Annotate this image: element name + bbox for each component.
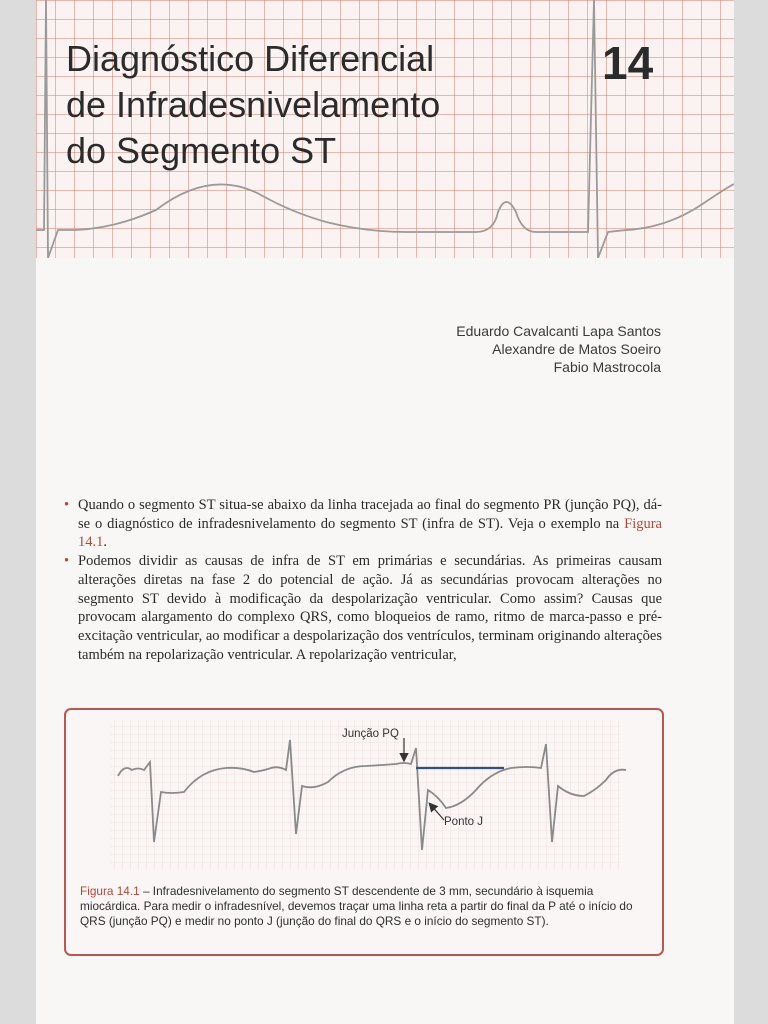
figure-14-1 (64, 708, 664, 956)
figure-caption (80, 884, 648, 929)
paragraph-1-end: . (103, 534, 107, 551)
paragraph-1-text: Quando o segmento ST situa-se abaixo da linha tracejada ao final do segmento PR (junção PQ), dá-se o diagnóstico de infradesnivelamento do segmento ST (infra de ST). Veja o exemplo na (78, 497, 662, 532)
paragraph-2-text: Podemos dividir as causas de infra de ST em primárias e secundárias. As primeiras causam alterações diretas na fase 2 do potencial de ação. Já as secundárias provocam alterações no segmento ST devido à modificação da despolarização ventricular. Como assim? Causas que provocam alargamento do complexo QRS, como bloqueios de ramo, ritmo de marca-passo e pré-excitação ventricular, ao modificar a despolarização dos ventrículos, terminam originando alterações também na repolarização ventricular. A repolarização ventricular, (78, 553, 663, 663)
chapter-number: 14 (602, 37, 654, 89)
bullet-icon: • (64, 553, 70, 570)
title-line-3: do Segmento ST (66, 130, 337, 171)
figure-reference-link[interactable]: Figura 14.1 (78, 515, 662, 551)
paragraph-1 (62, 496, 662, 552)
paragraph-2 (62, 552, 662, 664)
ecg-grid-header (36, 0, 734, 258)
j-point-label: Ponto J (444, 816, 483, 828)
body-text (62, 496, 662, 664)
book-page (36, 0, 734, 1024)
author-1: Eduardo Cavalcanti Lapa Santos (456, 323, 661, 339)
pq-junction-label: Junção PQ (342, 728, 399, 740)
title-line-1: Diagnóstico Diferencial (66, 38, 435, 79)
author-2: Alexandre de Matos Soeiro (492, 341, 661, 357)
title-line-2: de Infradesnivelamento (66, 84, 441, 125)
author-list (456, 322, 661, 376)
figure-caption-label: Figura 14.1 (80, 884, 140, 898)
bullet-icon: • (64, 497, 70, 513)
figure-caption-text: – Infradesnivelamento do segmento ST descendente de 3 mm, secundário à isquemia miocárdica. Para medir o infradesnível, devemos traçar uma linha reta a partir do final da P até o início do QRS (junção PQ) e medir no ponto J (junção do final do QRS e o início do segmento ST). (80, 884, 633, 928)
author-3: Fabio Mastrocola (553, 359, 661, 375)
figure-grid (110, 720, 620, 870)
chapter-title (66, 36, 566, 174)
